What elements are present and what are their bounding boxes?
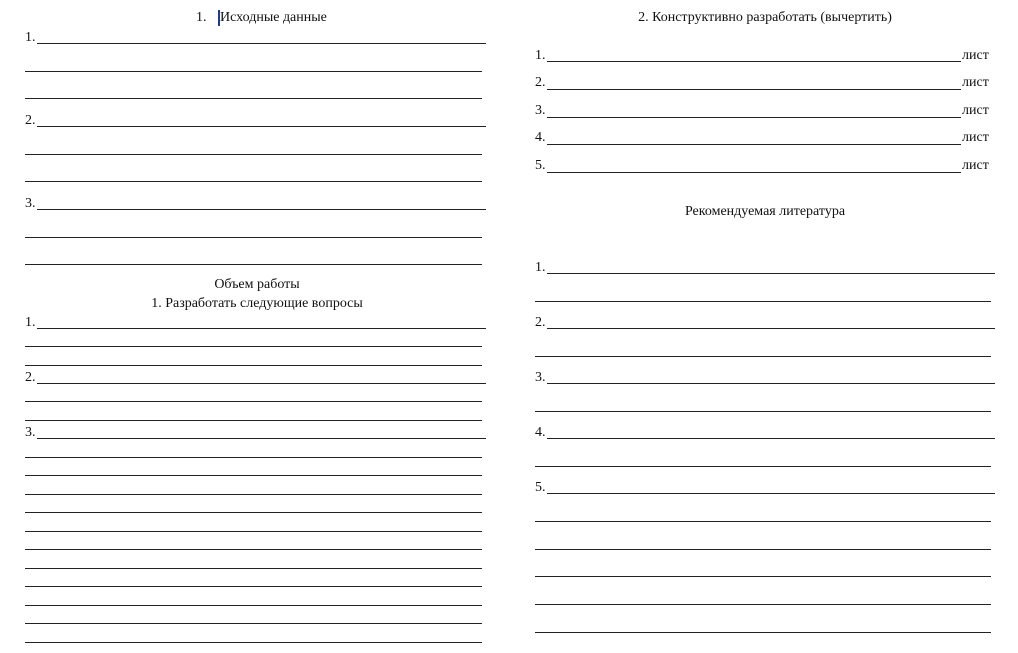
source-item-2-continuation-line[interactable]	[25, 154, 482, 155]
question-item-2-continuation-line[interactable]	[25, 401, 482, 402]
literature-item-4-number: 4.	[535, 425, 546, 440]
drawing-item-4-field[interactable]	[547, 144, 961, 145]
question-item-1-continuation-line[interactable]	[25, 365, 482, 366]
literature-item-5-continuation-line[interactable]	[535, 521, 991, 522]
literature-item-2-field[interactable]	[547, 328, 995, 329]
literature-item-2-continuation-line[interactable]	[535, 356, 991, 357]
literature-item-3-number: 3.	[535, 370, 546, 385]
source-item-1-continuation-line[interactable]	[25, 98, 482, 99]
literature-item-2-number: 2.	[535, 315, 546, 330]
drawing-item-5-unit: лист	[962, 158, 989, 173]
question-item-3-continuation-line[interactable]	[25, 512, 482, 513]
question-item-2-field[interactable]	[37, 383, 486, 384]
drawing-item-1-number: 1.	[535, 48, 546, 63]
drawing-item-2-field[interactable]	[547, 89, 961, 90]
literature-item-5-continuation-line[interactable]	[535, 604, 991, 605]
question-item-3-continuation-line[interactable]	[25, 475, 482, 476]
literature-item-1-continuation-line[interactable]	[535, 301, 991, 302]
literature-item-4-field[interactable]	[547, 438, 995, 439]
drawing-item-2-unit: лист	[962, 75, 989, 90]
literature-item-5-number: 5.	[535, 480, 546, 495]
literature-item-3-field[interactable]	[547, 383, 995, 384]
source-item-1-continuation-line[interactable]	[25, 71, 482, 72]
develop-questions-heading: 1. Разработать следующие вопросы	[151, 296, 363, 311]
literature-item-3-continuation-line[interactable]	[535, 411, 991, 412]
question-item-1-continuation-line[interactable]	[25, 346, 482, 347]
question-item-3-continuation-line[interactable]	[25, 549, 482, 550]
drawing-item-5-number: 5.	[535, 158, 546, 173]
question-item-3-continuation-line[interactable]	[25, 586, 482, 587]
literature-item-5-continuation-line[interactable]	[535, 549, 991, 550]
question-item-3-continuation-line[interactable]	[25, 623, 482, 624]
question-item-2-number: 2.	[25, 370, 36, 385]
source-item-2-field[interactable]	[37, 126, 486, 127]
question-item-3-continuation-line[interactable]	[25, 568, 482, 569]
source-item-2-number: 2.	[25, 113, 36, 128]
drawings-heading: 2. Конструктивно разработать (вычертить)	[638, 10, 892, 25]
literature-item-5-continuation-line[interactable]	[535, 576, 991, 577]
source-item-2-continuation-line[interactable]	[25, 181, 482, 182]
question-item-3-continuation-line[interactable]	[25, 494, 482, 495]
drawing-item-4-unit: лист	[962, 130, 989, 145]
drawing-item-3-number: 3.	[535, 103, 546, 118]
drawing-item-2-number: 2.	[535, 75, 546, 90]
literature-item-1-number: 1.	[535, 260, 546, 275]
literature-item-1-field[interactable]	[547, 273, 995, 274]
question-item-3-continuation-line[interactable]	[25, 642, 482, 643]
question-item-3-continuation-line[interactable]	[25, 457, 482, 458]
question-item-3-continuation-line[interactable]	[25, 531, 482, 532]
source-item-3-number: 3.	[25, 196, 36, 211]
source-item-3-continuation-line[interactable]	[25, 264, 482, 265]
literature-item-4-continuation-line[interactable]	[535, 466, 991, 467]
question-item-1-field[interactable]	[37, 328, 486, 329]
volume-of-work-heading: Объем работы	[214, 277, 300, 292]
literature-item-5-continuation-line[interactable]	[535, 632, 991, 633]
drawing-item-1-field[interactable]	[547, 61, 961, 62]
source-item-1-number: 1.	[25, 30, 36, 45]
drawing-item-3-field[interactable]	[547, 117, 961, 118]
source-item-1-field[interactable]	[37, 43, 486, 44]
question-item-1-number: 1.	[25, 315, 36, 330]
literature-heading: Рекомендуемая литература	[684, 204, 846, 219]
drawing-item-4-number: 4.	[535, 130, 546, 145]
drawing-item-3-unit: лист	[962, 103, 989, 118]
literature-item-5-field[interactable]	[547, 493, 995, 494]
drawing-item-5-field[interactable]	[547, 172, 961, 173]
drawing-item-1-unit: лист	[962, 48, 989, 63]
source-item-3-continuation-line[interactable]	[25, 237, 482, 238]
source-item-3-field[interactable]	[37, 209, 486, 210]
question-item-3-field[interactable]	[37, 438, 486, 439]
question-item-3-number: 3.	[25, 425, 36, 440]
question-item-2-continuation-line[interactable]	[25, 420, 482, 421]
question-item-3-continuation-line[interactable]	[25, 605, 482, 606]
source-data-heading: Исходные данные	[220, 10, 327, 25]
source-data-heading-number: 1.	[196, 10, 207, 25]
